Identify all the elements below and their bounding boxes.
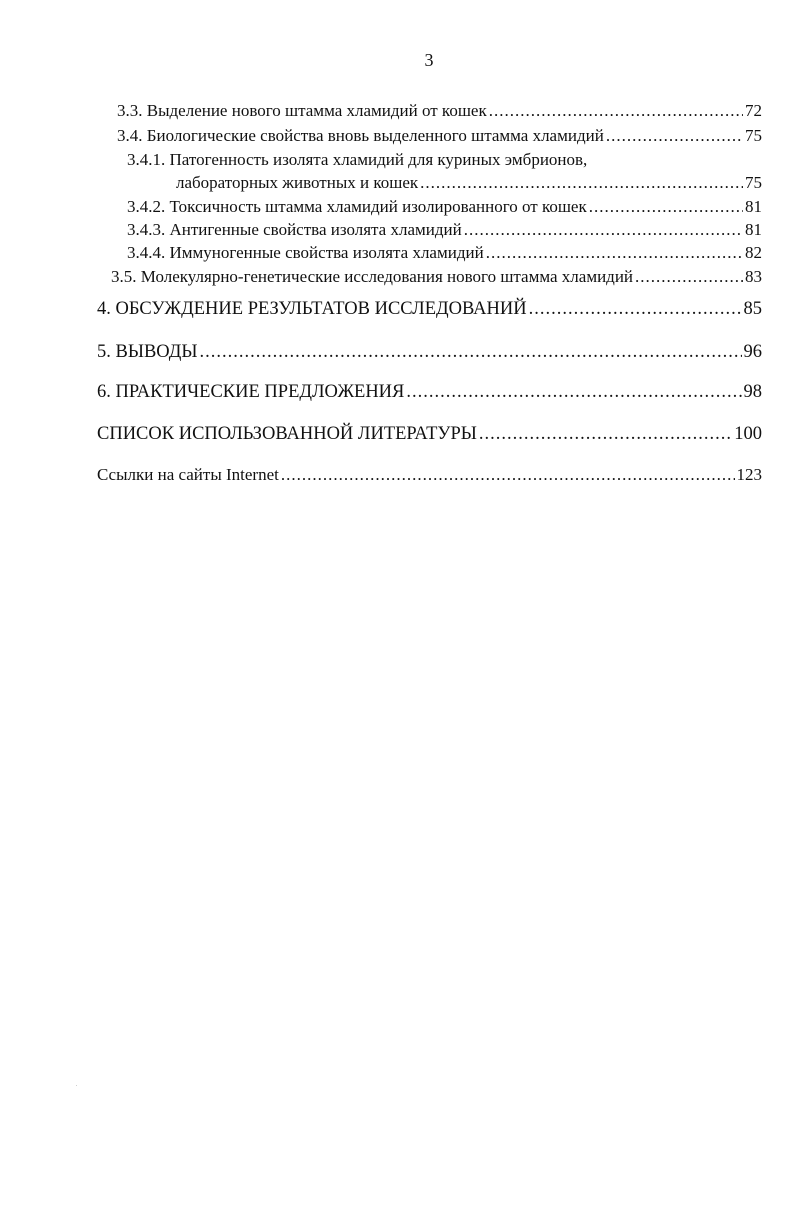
toc-entry-4 (97, 298, 762, 320)
toc-leader-dots (529, 298, 742, 320)
toc-entry-page: 85 (743, 299, 762, 319)
toc-entry-title: 3.4. Биологические свойства вновь выделенного штамма хламидий (117, 126, 604, 145)
toc-entry-3-4-1 (176, 172, 762, 194)
toc-entry-3-4-3 (127, 219, 762, 241)
toc-entry-3-4-4 (127, 242, 762, 264)
toc-entry-title: 5. ВЫВОДЫ (97, 342, 198, 362)
toc-entry-3-4-2 (127, 196, 762, 218)
toc-leader-dots (635, 266, 743, 288)
toc-leader-dots (589, 196, 743, 218)
toc-entry-page: 72 (745, 101, 762, 120)
toc-entry-title: 4. ОБСУЖДЕНИЕ РЕЗУЛЬТАТОВ ИССЛЕДОВАНИЙ (97, 299, 527, 319)
toc-leader-dots (200, 341, 742, 363)
toc-leader-dots (489, 100, 743, 122)
scan-speck (76, 1085, 77, 1086)
toc-leader-dots (486, 242, 743, 264)
toc-entry-page: 75 (745, 126, 762, 145)
toc-leader-dots (606, 125, 743, 147)
toc-entry-page: 96 (743, 342, 762, 362)
toc-leader-dots (406, 381, 741, 403)
toc-entry-page: 100 (734, 424, 762, 444)
toc-entry-3-3 (117, 100, 762, 122)
toc-entry-title: 3.3. Выделение нового штамма хламидий от кошек (117, 101, 487, 120)
toc-leader-dots (281, 464, 735, 486)
page-number: 3 (424, 50, 434, 70)
toc-entry-5 (97, 341, 762, 363)
toc-leader-dots (420, 172, 743, 194)
toc-entry-title: 3.4.4. Иммуногенные свойства изолята хламидий (127, 243, 484, 262)
toc-entry-internet-links (97, 464, 762, 486)
toc-entry-title: 3.5. Молекулярно-генетические исследования нового штамма хламидий (111, 267, 634, 286)
toc-leader-dots (464, 219, 743, 241)
toc-entry-page: 82 (745, 243, 762, 262)
toc-leader-dots (479, 423, 732, 445)
toc-entry-3-4 (117, 125, 762, 147)
toc-entry-3-4-1-line1: 3.4.1. Патогенность изолята хламидий для куриных эмбрионов, (127, 150, 588, 169)
toc-entry-title: Ссылки на сайты Internet (97, 465, 279, 484)
toc-entry-title: 6. ПРАКТИЧЕСКИЕ ПРЕДЛОЖЕНИЯ (97, 382, 405, 402)
toc-entry-page: 98 (743, 382, 762, 402)
toc-entry-references (97, 423, 762, 445)
toc-entry-page: 81 (745, 197, 762, 216)
toc-entry-page: 75 (745, 173, 762, 192)
toc-entry-title: 3.4.3. Антигенные свойства изолята хламидий (127, 220, 462, 239)
toc-entry-6 (97, 381, 762, 403)
toc-entry-title: лабораторных животных и кошек (176, 173, 419, 192)
toc-entry-title: СПИСОК ИСПОЛЬЗОВАННОЙ ЛИТЕРАТУРЫ (97, 424, 477, 444)
toc-entry-page: 123 (736, 465, 762, 484)
toc-entry-page: 81 (745, 220, 762, 239)
toc-entry-page: 83 (745, 267, 762, 286)
toc-entry-title: 3.4.2. Токсичность штамма хламидий изолированного от кошек (127, 197, 587, 216)
toc-entry-3-5 (111, 266, 762, 288)
